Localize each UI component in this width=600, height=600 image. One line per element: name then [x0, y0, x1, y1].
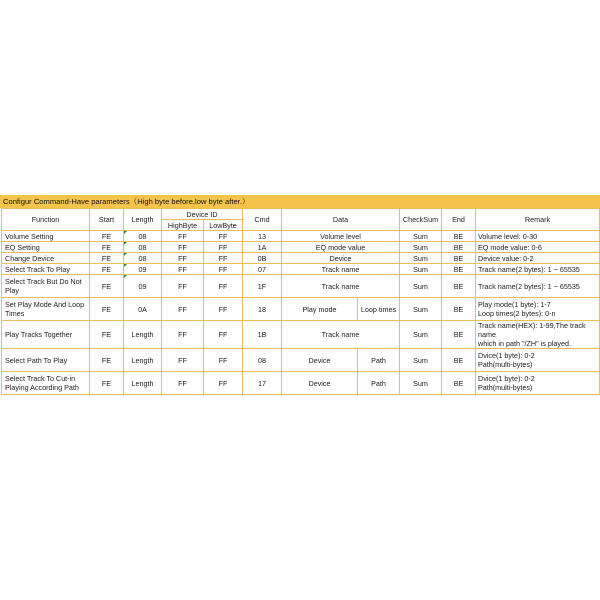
data-cell-device: Device [282, 372, 358, 395]
highbyte-cell: FF [162, 253, 204, 264]
end-cell: BE [442, 349, 476, 372]
length-cell: Length [124, 349, 162, 372]
remark-cell [476, 372, 600, 395]
header-cmd: Cmd [243, 209, 282, 231]
start-cell: FE [90, 349, 124, 372]
remark-cell [476, 321, 600, 349]
table-title: Configur Command-Have parameters（High byte before,low byte after.） [0, 195, 600, 208]
end-cell: BE [442, 275, 476, 298]
end-cell: BE [442, 253, 476, 264]
table-row [2, 253, 600, 264]
remark-cell: Device value: 0-2 [476, 253, 600, 264]
table-row [2, 242, 600, 253]
table-row [2, 372, 600, 395]
cmd-cell: 0B [243, 253, 282, 264]
length-cell: Length [124, 372, 162, 395]
length-cell: 08 [124, 231, 162, 242]
table-row [2, 275, 600, 298]
data-cell: Track name [282, 275, 400, 298]
remark-line: Loop times(2 bytes): 0-n [478, 309, 556, 318]
lowbyte-cell: FF [204, 275, 243, 298]
cmd-cell: 1B [243, 321, 282, 349]
checksum-cell: Sum [400, 275, 442, 298]
start-cell: FE [90, 253, 124, 264]
checksum-cell: Sum [400, 264, 442, 275]
table-row [2, 349, 600, 372]
highbyte-cell: FF [162, 298, 204, 321]
remark-line: Dvice(1 byte): 0-2 [478, 351, 535, 360]
start-cell: FE [90, 298, 124, 321]
checksum-cell: Sum [400, 321, 442, 349]
highbyte-cell: FF [162, 264, 204, 275]
end-cell: BE [442, 264, 476, 275]
data-cell-path: Path [358, 349, 400, 372]
cmd-cell: 07 [243, 264, 282, 275]
length-cell: 09 [124, 275, 162, 298]
data-cell: Device [282, 253, 400, 264]
end-cell: BE [442, 298, 476, 321]
cmd-cell: 18 [243, 298, 282, 321]
data-cell-path: Path [358, 372, 400, 395]
remark-line: Path(multi-bytes) [478, 360, 533, 369]
lowbyte-cell: FF [204, 298, 243, 321]
lowbyte-cell: FF [204, 231, 243, 242]
remark-line: which in path "/ZH" is played. [478, 339, 571, 348]
cmd-cell: 17 [243, 372, 282, 395]
checksum-cell: Sum [400, 349, 442, 372]
header-start: Start [90, 209, 124, 231]
function-cell: Select Track To Play [2, 264, 90, 275]
length-cell: 08 [124, 242, 162, 253]
remark-cell [476, 349, 600, 372]
data-cell-loop-times: Loop times [358, 298, 400, 321]
header-length: Length [124, 209, 162, 231]
remark-cell: Track name(2 bytes): 1 ~ 65535 [476, 275, 600, 298]
highbyte-cell: FF [162, 372, 204, 395]
function-cell: EQ Setting [2, 242, 90, 253]
start-cell: FE [90, 275, 124, 298]
remark-cell: Volume level: 0-30 [476, 231, 600, 242]
header-remark: Remark [476, 209, 600, 231]
table-row [2, 321, 600, 349]
highbyte-cell: FF [162, 321, 204, 349]
end-cell: BE [442, 372, 476, 395]
highbyte-cell: FF [162, 349, 204, 372]
cmd-cell: 1A [243, 242, 282, 253]
end-cell: BE [442, 321, 476, 349]
table-row [2, 264, 600, 275]
function-cell: Select Track To Cut-in Playing According Path [2, 372, 90, 395]
length-cell: 09 [124, 264, 162, 275]
header-function: Function [2, 209, 90, 231]
lowbyte-cell: FF [204, 349, 243, 372]
lowbyte-cell: FF [204, 242, 243, 253]
header-row [2, 209, 600, 220]
header-checksum: CheckSum [400, 209, 442, 231]
cmd-cell: 08 [243, 349, 282, 372]
lowbyte-cell: FF [204, 264, 243, 275]
data-cell-play-mode: Play mode [282, 298, 358, 321]
checksum-cell: Sum [400, 298, 442, 321]
checksum-cell: Sum [400, 231, 442, 242]
header-highbyte: HighByte [162, 220, 204, 231]
remark-cell: EQ mode value: 0-6 [476, 242, 600, 253]
function-cell: Play Tracks Together [2, 321, 90, 349]
header-device-id: Device ID [162, 209, 243, 220]
start-cell: FE [90, 264, 124, 275]
length-cell: Length [124, 321, 162, 349]
cmd-cell: 1F [243, 275, 282, 298]
data-cell: EQ mode value [282, 242, 400, 253]
lowbyte-cell: FF [204, 253, 243, 264]
end-cell: BE [442, 242, 476, 253]
start-cell: FE [90, 242, 124, 253]
table-row [2, 231, 600, 242]
checksum-cell: Sum [400, 372, 442, 395]
function-cell: Select Path To Play [2, 349, 90, 372]
remark-line: Dvice(1 byte): 0-2 [478, 374, 535, 383]
header-end: End [442, 209, 476, 231]
lowbyte-cell: FF [204, 372, 243, 395]
remark-line: Path(multi-bytes) [478, 383, 533, 392]
data-cell: Track name [282, 264, 400, 275]
data-cell: Track name [282, 321, 400, 349]
function-cell: Set Play Mode And Loop Times [2, 298, 90, 321]
length-cell: 08 [124, 253, 162, 264]
data-cell: Volume level [282, 231, 400, 242]
end-cell: BE [442, 231, 476, 242]
lowbyte-cell: FF [204, 321, 243, 349]
start-cell: FE [90, 321, 124, 349]
data-cell-device: Device [282, 349, 358, 372]
start-cell: FE [90, 231, 124, 242]
table-row [2, 298, 600, 321]
header-lowbyte: LowByte [204, 220, 243, 231]
function-cell: Select Track But Do Not Play [2, 275, 90, 298]
cmd-cell: 13 [243, 231, 282, 242]
highbyte-cell: FF [162, 242, 204, 253]
checksum-cell: Sum [400, 253, 442, 264]
remark-line: Track name(HEX): 1-99,The track name [478, 321, 586, 339]
length-cell: 0A [124, 298, 162, 321]
highbyte-cell: FF [162, 231, 204, 242]
remark-line: Play mode(1 byte): 1-7 [478, 300, 551, 309]
remark-cell: Track name(2 bytes): 1 ~ 65535 [476, 264, 600, 275]
header-data: Data [282, 209, 400, 231]
highbyte-cell: FF [162, 275, 204, 298]
function-cell: Volume Setting [2, 231, 90, 242]
checksum-cell: Sum [400, 242, 442, 253]
command-table-container [0, 195, 600, 395]
remark-cell [476, 298, 600, 321]
command-table [1, 208, 600, 395]
start-cell: FE [90, 372, 124, 395]
function-cell: Change Device [2, 253, 90, 264]
